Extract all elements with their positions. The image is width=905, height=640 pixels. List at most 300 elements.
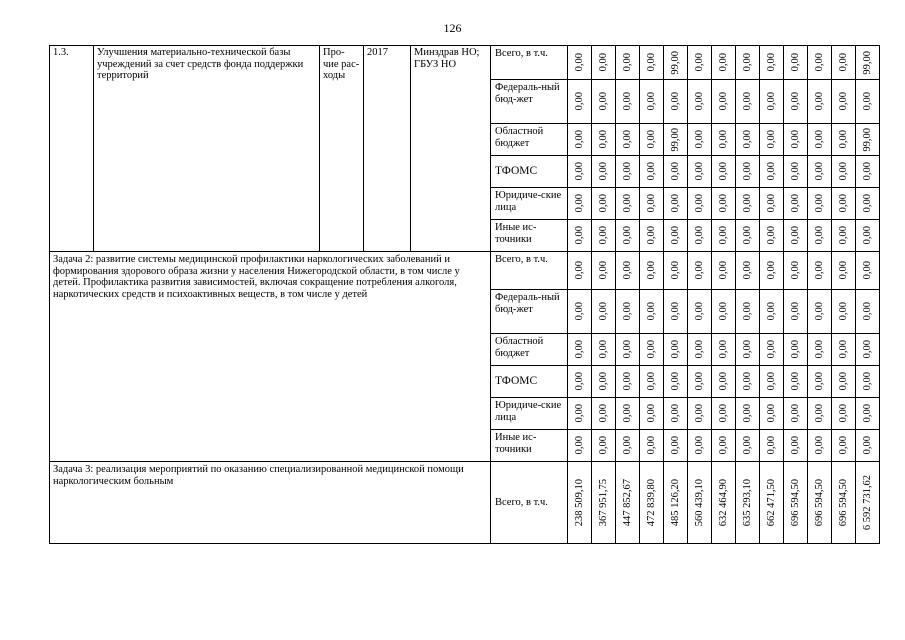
- value-cell: [856, 462, 880, 544]
- value-cell: [592, 156, 616, 188]
- value-text: 367 951,75: [598, 478, 609, 527]
- value-wrap: [688, 367, 711, 397]
- value-text: 0,00: [622, 194, 633, 213]
- value-wrap: [736, 367, 759, 397]
- value-text: 0,00: [694, 194, 705, 213]
- value-cell: [832, 80, 856, 124]
- value-text: 0,00: [862, 226, 873, 245]
- value-cell: [760, 290, 784, 334]
- value-text: 0,00: [670, 302, 681, 321]
- value-cell: [640, 334, 664, 366]
- value-text: 0,00: [814, 226, 825, 245]
- value-wrap: [592, 399, 615, 429]
- value-wrap: [760, 399, 783, 429]
- value-cell: [664, 80, 688, 124]
- expense-type: Про-чие рас-ходы: [323, 47, 360, 81]
- value-wrap: [688, 399, 711, 429]
- value-text: 0,00: [862, 404, 873, 423]
- value-text: 0,00: [694, 302, 705, 321]
- value-cell: [616, 252, 640, 290]
- value-wrap: [760, 431, 783, 461]
- value-text: 0,00: [574, 162, 585, 181]
- value-cell: [832, 462, 856, 544]
- value-text: 0,00: [742, 404, 753, 423]
- value-cell: [592, 430, 616, 462]
- value-cell: [616, 156, 640, 188]
- value-wrap: [616, 463, 639, 543]
- value-wrap: [592, 47, 615, 79]
- value-wrap: [640, 399, 663, 429]
- value-wrap: [760, 367, 783, 397]
- value-wrap: [688, 125, 711, 155]
- value-cell: [568, 366, 592, 398]
- value-cell: [832, 290, 856, 334]
- value-cell: [784, 156, 808, 188]
- value-text: 0,00: [862, 261, 873, 280]
- value-wrap: [664, 189, 687, 219]
- value-wrap: [664, 253, 687, 289]
- value-wrap: [664, 399, 687, 429]
- value-wrap: [616, 47, 639, 79]
- value-text: 0,00: [670, 340, 681, 359]
- value-wrap: [760, 47, 783, 79]
- funding-source-label: Всего, в т.ч.: [495, 48, 548, 59]
- value-text: 0,00: [742, 302, 753, 321]
- value-cell: [760, 220, 784, 252]
- value-wrap: [688, 335, 711, 365]
- value-text: 447 852,67: [622, 478, 633, 527]
- table-row: [50, 252, 880, 290]
- value-cell: [760, 124, 784, 156]
- value-text: 0,00: [766, 92, 777, 111]
- value-cell: [856, 290, 880, 334]
- value-wrap: [832, 189, 855, 219]
- measure-number-cell: [50, 46, 94, 252]
- funding-source-label: ТФОМС: [495, 164, 538, 177]
- value-text: 0,00: [574, 226, 585, 245]
- value-wrap: [784, 47, 807, 79]
- funding-source-label: Областной бюджет: [495, 336, 544, 359]
- value-cell: [688, 46, 712, 80]
- value-wrap: [688, 157, 711, 187]
- value-wrap: [688, 291, 711, 333]
- measure-description: Улучшения материально-технической базы учреждений за счет средств фонда поддержки территорий: [97, 47, 304, 81]
- value-wrap: [616, 335, 639, 365]
- value-cell: [712, 290, 736, 334]
- value-text: 0,00: [718, 436, 729, 455]
- value-text: 0,00: [622, 130, 633, 149]
- value-cell: [568, 334, 592, 366]
- value-wrap: [736, 81, 759, 123]
- value-cell: [568, 46, 592, 80]
- value-wrap: [688, 253, 711, 289]
- value-cell: [808, 290, 832, 334]
- value-text: 0,00: [790, 302, 801, 321]
- value-cell: [712, 220, 736, 252]
- value-text: 0,00: [790, 162, 801, 181]
- value-wrap: [592, 189, 615, 219]
- value-cell: [688, 156, 712, 188]
- value-wrap: [712, 367, 735, 397]
- value-text: 0,00: [694, 226, 705, 245]
- value-text: 0,00: [742, 340, 753, 359]
- value-wrap: [856, 335, 879, 365]
- value-cell: [760, 398, 784, 430]
- value-wrap: [784, 335, 807, 365]
- value-cell: [592, 462, 616, 544]
- value-wrap: [808, 221, 831, 251]
- value-cell: [664, 366, 688, 398]
- funding-source: [491, 290, 568, 334]
- value-text: 0,00: [670, 162, 681, 181]
- value-wrap: [712, 189, 735, 219]
- value-text: 0,00: [766, 436, 777, 455]
- value-wrap: [592, 221, 615, 251]
- value-text: 0,00: [646, 261, 657, 280]
- financing-table: [49, 45, 880, 544]
- value-cell: [688, 366, 712, 398]
- value-cell: [832, 46, 856, 80]
- value-wrap: [712, 47, 735, 79]
- value-text: 0,00: [646, 436, 657, 455]
- value-wrap: [856, 367, 879, 397]
- value-cell: [760, 462, 784, 544]
- value-text: 560 439,10: [694, 478, 705, 527]
- value-text: 0,00: [790, 372, 801, 391]
- value-text: 0,00: [670, 194, 681, 213]
- value-wrap: [688, 431, 711, 461]
- value-cell: [640, 252, 664, 290]
- value-text: 0,00: [790, 194, 801, 213]
- value-cell: [592, 252, 616, 290]
- value-cell: [712, 334, 736, 366]
- value-cell: [736, 188, 760, 220]
- measure-number: 1.3.: [53, 47, 69, 58]
- value-text: 0,00: [574, 261, 585, 280]
- value-text: 0,00: [598, 162, 609, 181]
- value-cell: [688, 430, 712, 462]
- value-cell: [592, 366, 616, 398]
- value-cell: [592, 334, 616, 366]
- value-wrap: [616, 253, 639, 289]
- value-wrap: [688, 47, 711, 79]
- value-cell: [760, 334, 784, 366]
- value-text: 0,00: [646, 130, 657, 149]
- value-text: 0,00: [790, 404, 801, 423]
- funding-source: [491, 430, 568, 462]
- value-cell: [856, 156, 880, 188]
- value-text: 635 293,10: [742, 478, 753, 527]
- value-cell: [664, 462, 688, 544]
- value-wrap: [832, 125, 855, 155]
- value-wrap: [616, 125, 639, 155]
- value-text: 0,00: [718, 162, 729, 181]
- value-wrap: [856, 399, 879, 429]
- value-text: 0,00: [598, 302, 609, 321]
- value-wrap: [736, 221, 759, 251]
- value-wrap: [808, 335, 831, 365]
- value-wrap: [832, 253, 855, 289]
- value-cell: [568, 290, 592, 334]
- value-text: 472 839,80: [646, 478, 657, 527]
- value-cell: [568, 124, 592, 156]
- value-text: 0,00: [790, 226, 801, 245]
- value-cell: [832, 430, 856, 462]
- value-wrap: [664, 81, 687, 123]
- value-text: 0,00: [838, 372, 849, 391]
- value-cell: [736, 462, 760, 544]
- value-cell: [784, 398, 808, 430]
- funding-source: [491, 80, 568, 124]
- value-wrap: [640, 81, 663, 123]
- measure-year: 2017: [367, 47, 388, 58]
- value-text: 0,00: [598, 436, 609, 455]
- value-cell: [688, 80, 712, 124]
- value-wrap: [736, 431, 759, 461]
- value-text: 0,00: [742, 162, 753, 181]
- value-wrap: [568, 47, 591, 79]
- value-wrap: [784, 253, 807, 289]
- value-wrap: [568, 399, 591, 429]
- measure-year-cell: [364, 46, 411, 252]
- value-text: 0,00: [574, 436, 585, 455]
- value-text: 0,00: [814, 436, 825, 455]
- value-wrap: [760, 157, 783, 187]
- value-text: 0,00: [718, 340, 729, 359]
- value-wrap: [616, 221, 639, 251]
- value-text: 0,00: [814, 261, 825, 280]
- value-wrap: [688, 189, 711, 219]
- value-wrap: [784, 399, 807, 429]
- funding-source-label: Федераль-ный бюд-жет: [495, 292, 560, 315]
- value-wrap: [808, 463, 831, 543]
- value-text: 0,00: [766, 226, 777, 245]
- value-wrap: [568, 463, 591, 543]
- value-cell: [592, 220, 616, 252]
- value-cell: [856, 252, 880, 290]
- value-wrap: [760, 81, 783, 123]
- value-wrap: [712, 335, 735, 365]
- value-cell: [664, 290, 688, 334]
- value-text: 0,00: [622, 162, 633, 181]
- value-text: 0,00: [622, 226, 633, 245]
- value-text: 0,00: [670, 261, 681, 280]
- value-text: 0,00: [670, 92, 681, 111]
- value-text: 0,00: [718, 261, 729, 280]
- value-cell: [856, 398, 880, 430]
- value-cell: [736, 220, 760, 252]
- funding-source: [491, 188, 568, 220]
- value-wrap: [856, 291, 879, 333]
- value-text: 0,00: [646, 302, 657, 321]
- value-text: 0,00: [598, 261, 609, 280]
- value-cell: [712, 252, 736, 290]
- value-text: 0,00: [814, 302, 825, 321]
- value-cell: [616, 430, 640, 462]
- value-wrap: [856, 157, 879, 187]
- value-text: 0,00: [718, 53, 729, 72]
- task-2-cell: [50, 252, 491, 462]
- value-wrap: [832, 463, 855, 543]
- value-text: 0,00: [766, 53, 777, 72]
- value-cell: [712, 46, 736, 80]
- value-cell: [640, 188, 664, 220]
- value-cell: [688, 124, 712, 156]
- measure-description-cell: [94, 46, 320, 252]
- value-text: 0,00: [622, 302, 633, 321]
- value-text: 0,00: [838, 130, 849, 149]
- value-wrap: [784, 157, 807, 187]
- funding-source-label: Всего, в т.ч.: [495, 254, 548, 265]
- value-wrap: [832, 157, 855, 187]
- value-cell: [760, 366, 784, 398]
- value-text: 0,00: [838, 226, 849, 245]
- value-text: 0,00: [766, 340, 777, 359]
- value-cell: [568, 220, 592, 252]
- value-text: 0,00: [646, 226, 657, 245]
- value-text: 0,00: [670, 372, 681, 391]
- value-wrap: [760, 253, 783, 289]
- value-cell: [760, 46, 784, 80]
- value-wrap: [712, 253, 735, 289]
- value-text: 0,00: [622, 53, 633, 72]
- value-cell: [808, 156, 832, 188]
- funding-source: [491, 252, 568, 290]
- value-text: 0,00: [790, 436, 801, 455]
- value-text: 0,00: [862, 194, 873, 213]
- value-cell: [616, 334, 640, 366]
- value-text: 0,00: [670, 404, 681, 423]
- value-wrap: [760, 189, 783, 219]
- value-cell: [640, 398, 664, 430]
- value-text: 0,00: [694, 404, 705, 423]
- value-wrap: [616, 291, 639, 333]
- value-wrap: [640, 189, 663, 219]
- value-text: 0,00: [622, 340, 633, 359]
- value-cell: [736, 80, 760, 124]
- value-text: 0,00: [838, 302, 849, 321]
- value-wrap: [592, 335, 615, 365]
- value-text: 0,00: [622, 92, 633, 111]
- value-cell: [664, 252, 688, 290]
- value-wrap: [832, 81, 855, 123]
- value-wrap: [664, 291, 687, 333]
- value-wrap: [592, 253, 615, 289]
- value-cell: [808, 46, 832, 80]
- value-text: 0,00: [598, 340, 609, 359]
- value-text: 0,00: [766, 372, 777, 391]
- value-text: 0,00: [838, 162, 849, 181]
- value-cell: [640, 156, 664, 188]
- value-cell: [784, 124, 808, 156]
- value-wrap: [736, 189, 759, 219]
- value-cell: [856, 80, 880, 124]
- value-text: 0,00: [574, 302, 585, 321]
- value-text: 0,00: [598, 53, 609, 72]
- value-cell: [640, 46, 664, 80]
- value-cell: [808, 398, 832, 430]
- value-wrap: [664, 367, 687, 397]
- value-text: 0,00: [790, 130, 801, 149]
- value-text: 0,00: [838, 404, 849, 423]
- value-wrap: [568, 431, 591, 461]
- value-text: 632 464,90: [718, 478, 729, 527]
- expense-type-cell: [320, 46, 364, 252]
- value-wrap: [856, 189, 879, 219]
- value-cell: [856, 46, 880, 80]
- value-wrap: [568, 291, 591, 333]
- value-text: 0,00: [814, 130, 825, 149]
- value-wrap: [592, 291, 615, 333]
- value-cell: [808, 430, 832, 462]
- value-cell: [784, 290, 808, 334]
- value-text: 0,00: [598, 404, 609, 423]
- value-text: 662 471,50: [766, 478, 777, 527]
- value-cell: [664, 334, 688, 366]
- page-number: 126: [443, 21, 462, 35]
- value-text: 0,00: [814, 162, 825, 181]
- value-wrap: [592, 157, 615, 187]
- value-text: 0,00: [694, 92, 705, 111]
- value-wrap: [856, 125, 879, 155]
- value-wrap: [784, 125, 807, 155]
- value-cell: [616, 366, 640, 398]
- value-wrap: [640, 291, 663, 333]
- value-cell: [736, 252, 760, 290]
- value-cell: [592, 80, 616, 124]
- value-text: 0,00: [646, 404, 657, 423]
- value-wrap: [736, 291, 759, 333]
- value-cell: [784, 462, 808, 544]
- value-cell: [856, 124, 880, 156]
- value-cell: [640, 430, 664, 462]
- task-2-text: Задача 2: развитие системы медицинской профилактики наркологических заболеваний и формирования здорового образа жизни у населения Нижегородской области, в том числе у детей. Профилактика развития зависимостей, включая сокращение потребления алкоголя, наркотических средств и психоактивных веществ, в том числе у детей: [53, 254, 460, 300]
- value-wrap: [568, 157, 591, 187]
- value-text: 0,00: [742, 226, 753, 245]
- value-cell: [712, 430, 736, 462]
- value-cell: [640, 124, 664, 156]
- value-cell: [616, 290, 640, 334]
- value-text: 0,00: [694, 162, 705, 181]
- funding-source-label: Юридиче-ские лица: [495, 400, 562, 423]
- value-wrap: [568, 221, 591, 251]
- value-cell: [616, 462, 640, 544]
- value-cell: [712, 156, 736, 188]
- value-wrap: [832, 291, 855, 333]
- value-cell: [592, 46, 616, 80]
- value-text: 0,00: [694, 436, 705, 455]
- value-text: 0,00: [598, 130, 609, 149]
- value-wrap: [664, 431, 687, 461]
- value-cell: [688, 220, 712, 252]
- value-cell: [616, 188, 640, 220]
- value-wrap: [592, 81, 615, 123]
- value-wrap: [616, 157, 639, 187]
- value-text: 0,00: [694, 130, 705, 149]
- value-cell: [736, 398, 760, 430]
- value-text: 0,00: [814, 53, 825, 72]
- value-cell: [784, 334, 808, 366]
- value-cell: [856, 430, 880, 462]
- value-wrap: [640, 367, 663, 397]
- value-text: 0,00: [574, 130, 585, 149]
- value-text: 0,00: [742, 372, 753, 391]
- value-cell: [760, 80, 784, 124]
- task-3-text: Задача 3: реализация мероприятий по оказанию специализированной медицинской помощи наркологическим больным: [53, 464, 464, 487]
- value-text: 0,00: [622, 372, 633, 391]
- value-wrap: [592, 463, 615, 543]
- value-wrap: [664, 125, 687, 155]
